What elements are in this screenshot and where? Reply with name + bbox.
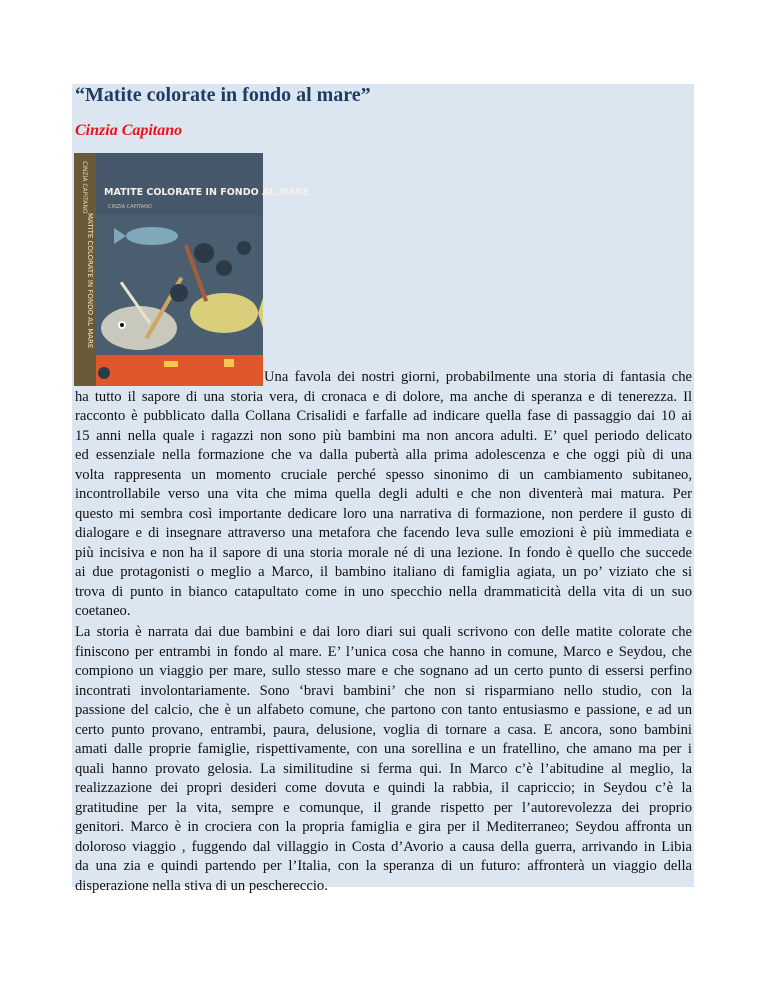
- cover-spine-author: CINZIA CAPITANO: [81, 161, 88, 214]
- paragraph-line: incontrati involontariamente. Sono ‘bravi bambini’ che non si risparmiano nello studio, con la: [75, 682, 692, 699]
- paragraph-line: volta rappresenta un momento cruciale perché spesso sinonimo di un cambiamento subitaneo,: [75, 466, 692, 483]
- paragraph-line: gratitudine per la vita, sempre e comunque, il grande rispetto per l’autorevolezza dei proprio: [75, 799, 692, 816]
- cover-author: CINZIA CAPITANO: [108, 204, 152, 210]
- paragraph-line: doloroso viaggio , fuggendo dal villaggio in Costa d’Avorio a causa della guerra, arrivando in Libia: [75, 838, 692, 855]
- paragraph-line: trova di punto in bianco catapultato come in uno specchio nella drammaticità della vita di un suo: [75, 583, 692, 600]
- page-title: “Matite colorate in fondo al mare”: [75, 84, 371, 106]
- paragraph-line: amati dalle proprie famiglie, rispettivamente, con una sorellina e un fratellino, che amano ma per i: [75, 741, 692, 757]
- paragraph-line: coetaneo.: [75, 603, 131, 619]
- cover-spine-title: MATITE COLORATE IN FONDO AL MARE: [86, 213, 94, 349]
- paragraph-line: disperazione nella stiva di un peschereccio.: [75, 877, 328, 894]
- book-cover-image: [74, 153, 310, 386]
- paragraph-line: finiscono per entrambi in fondo al mare. E’ l’unica cosa che hanno in comune, Marco e Seydou, che: [75, 643, 692, 660]
- paragraph-line: 15 anni nella quale i ragazzi non sono più bambini ma non ancora adulti. E’ quel periodo delicato: [75, 427, 692, 444]
- paragraph-line: da una zia e quindi partendo per l’Italia, con la speranza di un futuro: affronterà un viaggio della: [75, 858, 692, 874]
- paragraph-line: questo mi sembra così importante dedicare loro una narrativa di formazione, non perdere il gusto di: [75, 505, 692, 522]
- paragraph-line: passione del calcio, che è un alfabeto comune, che partono con tanto entusiasmo e passione, e ad un: [75, 702, 692, 718]
- paragraph-2: [75, 623, 692, 896]
- paragraph-line: più incisiva e non ha il sapore di una storia morale né di una lezione. In fondo è quello che succede: [75, 544, 692, 561]
- paragraph-line: ed essenziale nella formazione che va dalla pubertà alla prima adolescenza e che oggi più di una: [75, 447, 692, 463]
- paragraph-line: quali hanno provato gelosia. La similitudine si ferma qui. In Marco c’è l’abitudine al meglio, la: [75, 760, 692, 777]
- paragraph-line: ai due protagonisti o meglio a Marco, il bambino italiano di famiglia agiata, un po’ viziato che si: [75, 564, 692, 580]
- paragraph-line: La storia è narrata dai due bambini e dai loro diari sui quali scrivono con delle matite colorate che: [75, 624, 692, 640]
- paragraph-1-first-line: Una favola dei nostri giorni, probabilmente una storia di fantasia che: [264, 369, 692, 385]
- paragraph-line: genitori. Marco è in crociera con la propria famiglia e gira per il Mediterraneo; Seydou affronta un: [75, 819, 692, 835]
- paragraph-line: incontrollabile verso una vita che mima quella degli adulti e che non diventerà mai matura. Per: [75, 486, 692, 502]
- paragraph-line: compiono un viaggio per mare, sullo stesso mare e che sognano ad un certo punto di essersi perfino: [75, 663, 692, 679]
- paragraph-line: realizzazione dei propri desideri come dovuta e quindi la rabbia, il capriccio; in Seydou c’è la: [75, 780, 692, 796]
- author-name: Cinzia Capitano: [75, 122, 183, 139]
- paragraph-line: racconto è pubblicato dalla Collana Crisalidi e farfalle ad indicare quella fase di passaggio dai 10 ai: [75, 408, 692, 424]
- paragraph-1: [75, 368, 692, 622]
- book-cover-illustration: [74, 153, 310, 386]
- paragraph-line: ha tutto il sapore di una storia vera, di cronaca e di dolore, ma anche di speranza e di tenerezza. Il: [75, 388, 692, 405]
- paragraph-line: certo punto provano, entrambi, paura, delusione, voglia di tornare a casa. E ancora, sono bambini: [75, 721, 692, 738]
- cover-title: MATITE COLORATE IN FONDO AL MARE: [104, 187, 310, 198]
- paragraph-line: dialogare e di insegnare attraverso una metafora che facendo leva sulle emozioni è più immediata e: [75, 525, 692, 541]
